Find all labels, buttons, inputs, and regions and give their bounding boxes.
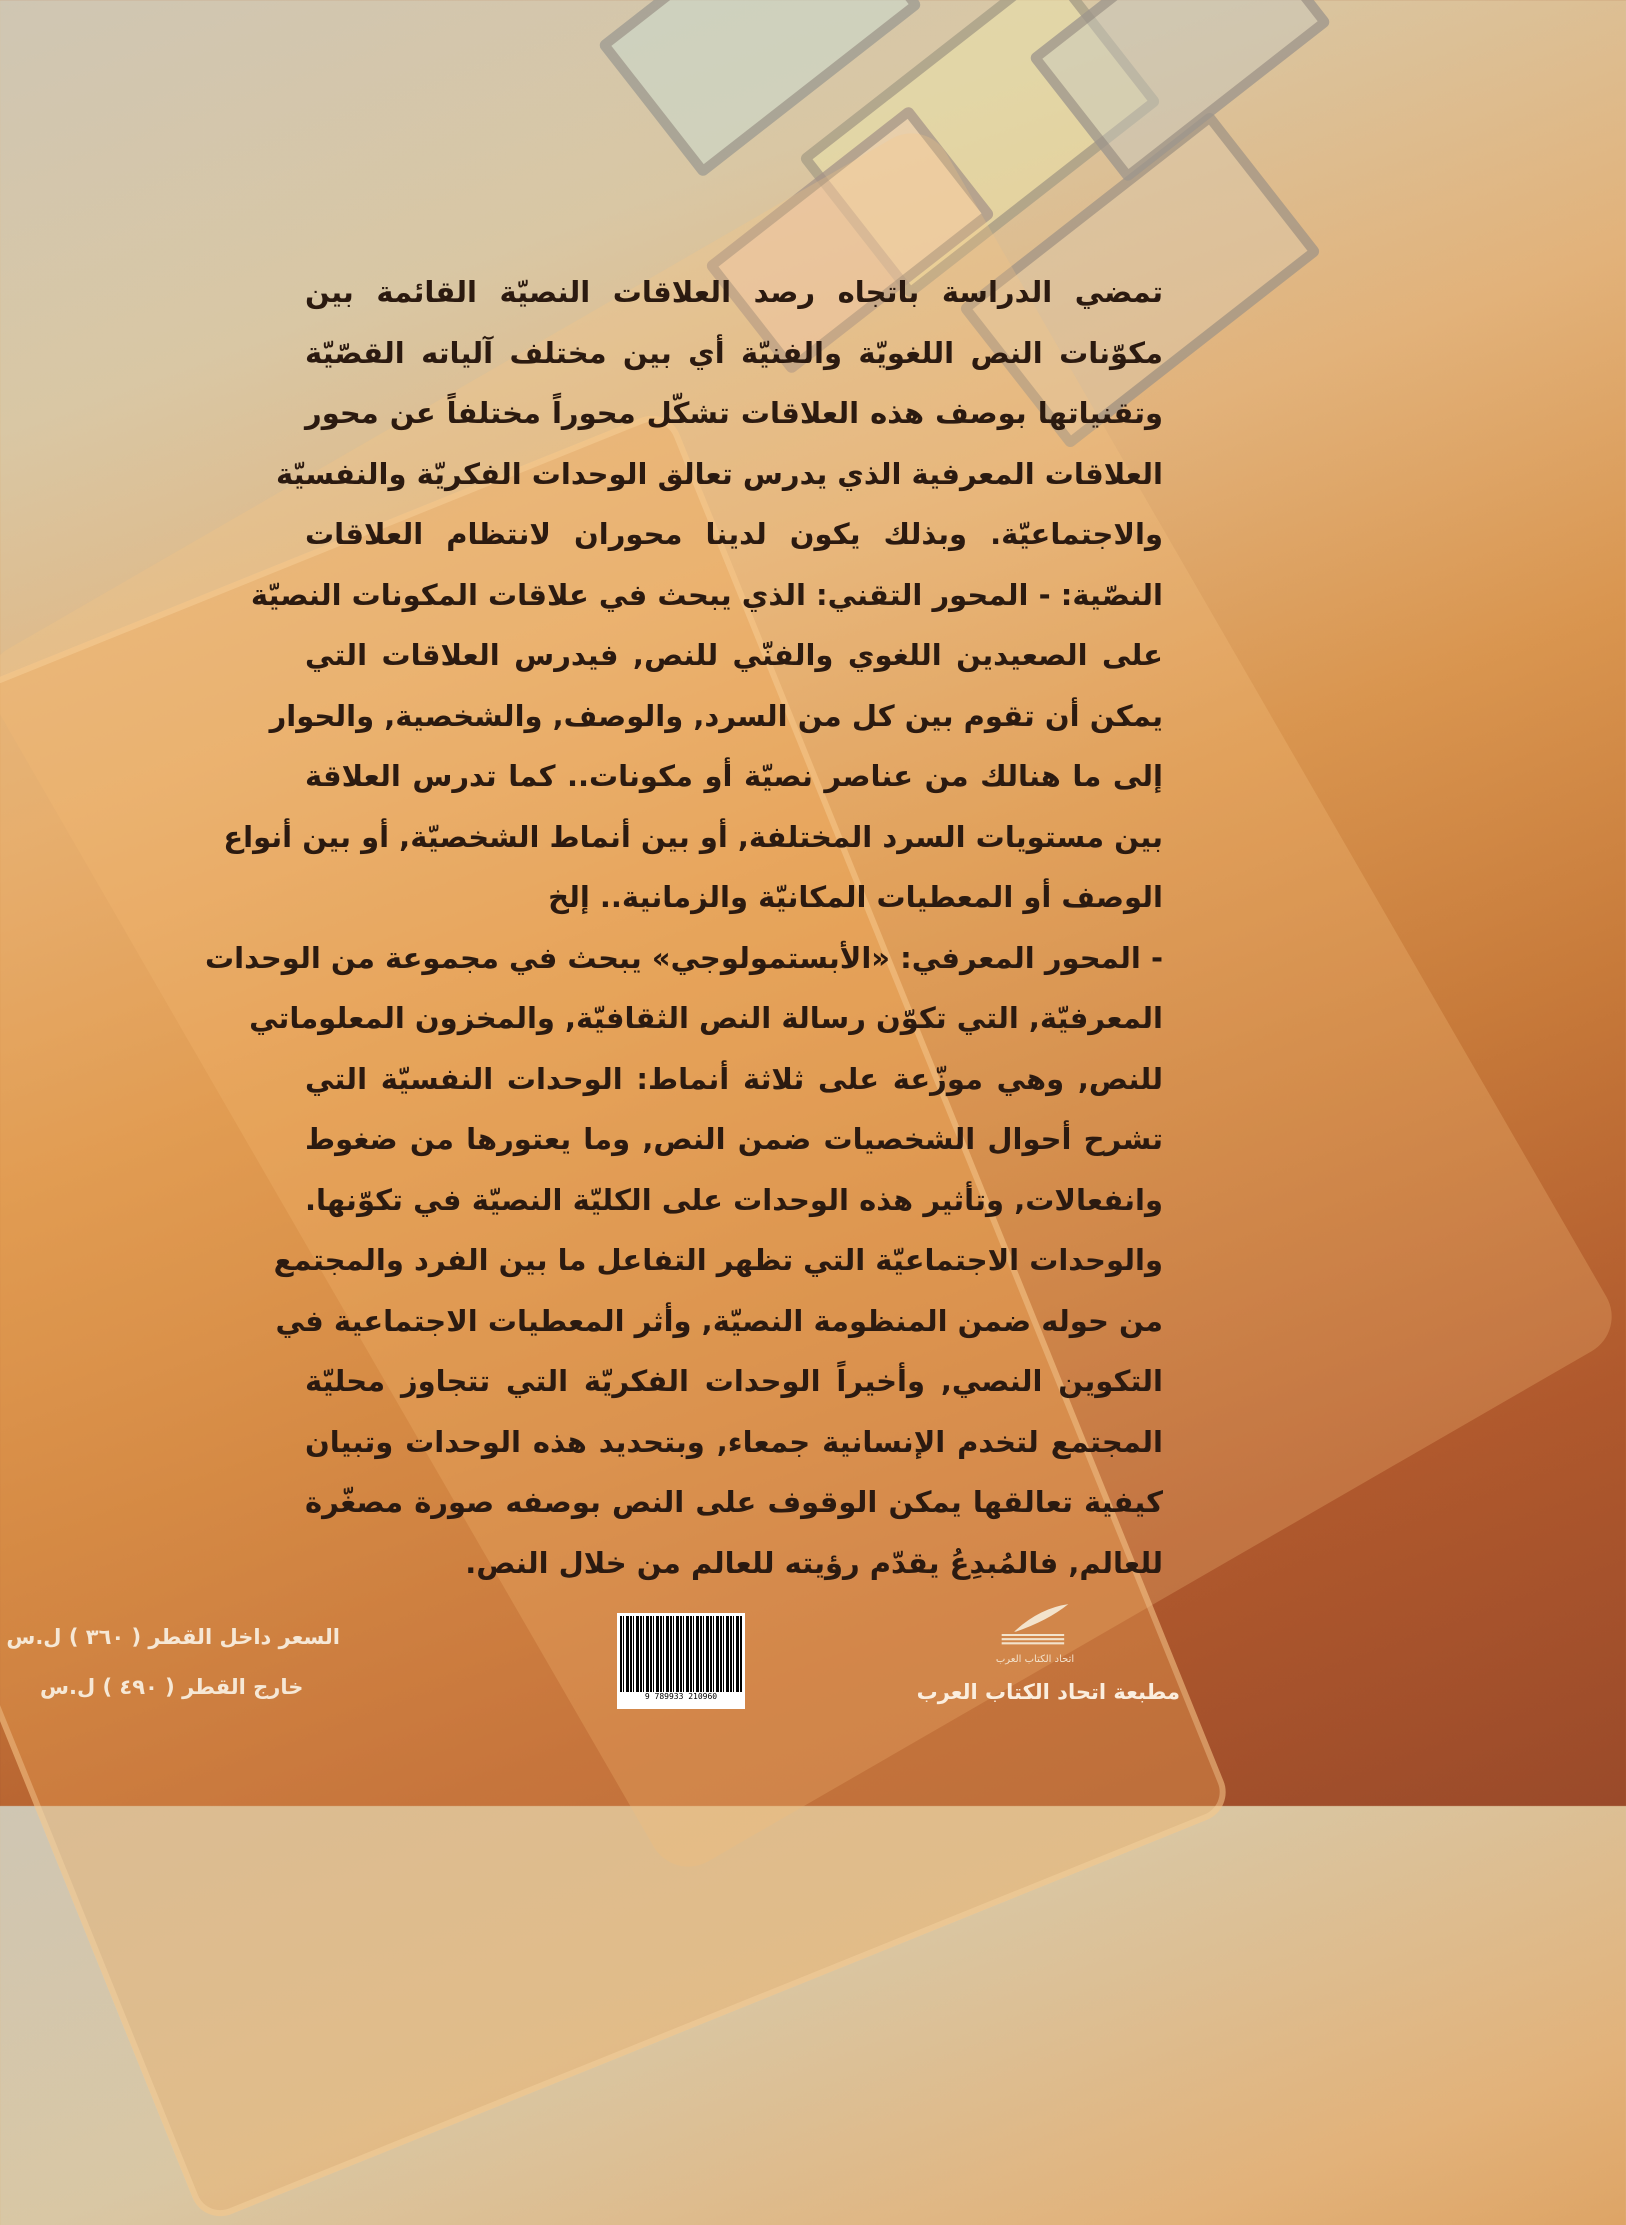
blurb-line: الوصف أو المعطيات المكانيّة والزمانية.. إلخ <box>548 880 1163 914</box>
publisher-logo <box>960 1600 1110 1665</box>
blurb-line: يمكن أن تقوم بين كل من السرد, والوصف, والشخصية, والحوار <box>269 698 1163 733</box>
blurb-line: من حوله ضمن المنظومة النصيّة, وأثر المعطيات الاجتماعية في <box>275 1303 1163 1338</box>
logo-caption: اتحاد الكتاب العرب <box>995 1654 1075 1665</box>
blurb-line: كيفية تعالقها يمكن الوقوف على النص بوصفه صورة مصغّرة <box>305 1485 1163 1519</box>
blurb-line: إلى ما هنالك من عناصر نصيّة أو مكونات.. كما تدرس العلاقة <box>305 759 1163 793</box>
isbn-barcode <box>617 1613 745 1709</box>
blurb-line: المجتمع لتخدم الإنسانية جمعاء, وبتحديد هذه الوحدات وتبيان <box>305 1424 1163 1459</box>
price-outside: خارج القطر ( ٤٩٠ ) ل.س <box>40 1675 304 1699</box>
blurb-line: العلاقات المعرفية الذي يدرس تعالق الوحدات الفكريّة والنفسيّة <box>275 456 1163 491</box>
back-cover-blurb <box>205 262 1163 1593</box>
blurb-line: النصّية: - المحور التقني: الذي يبحث في علاقات المكونات النصيّة <box>250 577 1163 612</box>
blurb-line: والاجتماعيّة. وبذلك يكون لدينا محوران لانتظام العلاقات <box>305 517 1163 551</box>
barcode-bars <box>620 1616 742 1692</box>
blurb-line: مكوّنات النص اللغويّة والفنيّة أي بين مختلف آلياته القصّيّة <box>305 335 1163 370</box>
publisher-name: مطبعة اتحاد الكتاب العرب <box>916 1680 1180 1704</box>
blurb-line: على الصعيدين اللغوي والفنّي للنص, فيدرس العلاقات التي <box>305 638 1163 672</box>
blurb-line: المعرفيّة, التي تكوّن رسالة النص الثقافيّة, والمخزون المعلوماتي <box>249 1001 1163 1035</box>
blurb-line: للنص, وهي موزّعة على ثلاثة أنماط: الوحدات النفسيّة التي <box>305 1061 1163 1096</box>
barcode-number: 9 789933 210960 <box>644 1692 718 1701</box>
blurb-line: بين مستويات السرد المختلفة, أو بين أنماط الشخصيّة, أو بين أنواع <box>223 819 1163 854</box>
blurb-line: - المحور المعرفي: «الأبستمولوجي» يبحث في مجموعة من الوحدات <box>205 940 1163 975</box>
price-inside: السعر داخل القطر ( ٣٦٠ ) ل.س <box>6 1625 340 1649</box>
blurb-line: وتقنياتها بوصف هذه العلاقات تشكّل محوراً مختلفاً عن محور <box>305 396 1163 430</box>
blurb-line: تشرح أحوال الشخصيات ضمن النص, وما يعتورها من ضغوط <box>305 1122 1163 1156</box>
blurb-line: والوحدات الاجتماعيّة التي تظهر التفاعل ما بين الفرد والمجتمع <box>273 1243 1163 1277</box>
blurb-line: للعالم, فالمُبدِعُ يقدّم رؤيته للعالم من خلال النص. <box>465 1545 1163 1580</box>
quill-book-icon <box>990 1600 1080 1650</box>
blurb-line: تمضي الدراسة باتجاه رصد العلاقات النصيّة القائمة بين <box>305 275 1163 309</box>
blurb-line: التكوين النصي, وأخيراً الوحدات الفكريّة التي تتجاوز محليّة <box>305 1364 1163 1398</box>
blurb-line: وانفعالات, وتأثير هذه الوحدات على الكليّة النصيّة في تكوّنها. <box>305 1182 1163 1217</box>
